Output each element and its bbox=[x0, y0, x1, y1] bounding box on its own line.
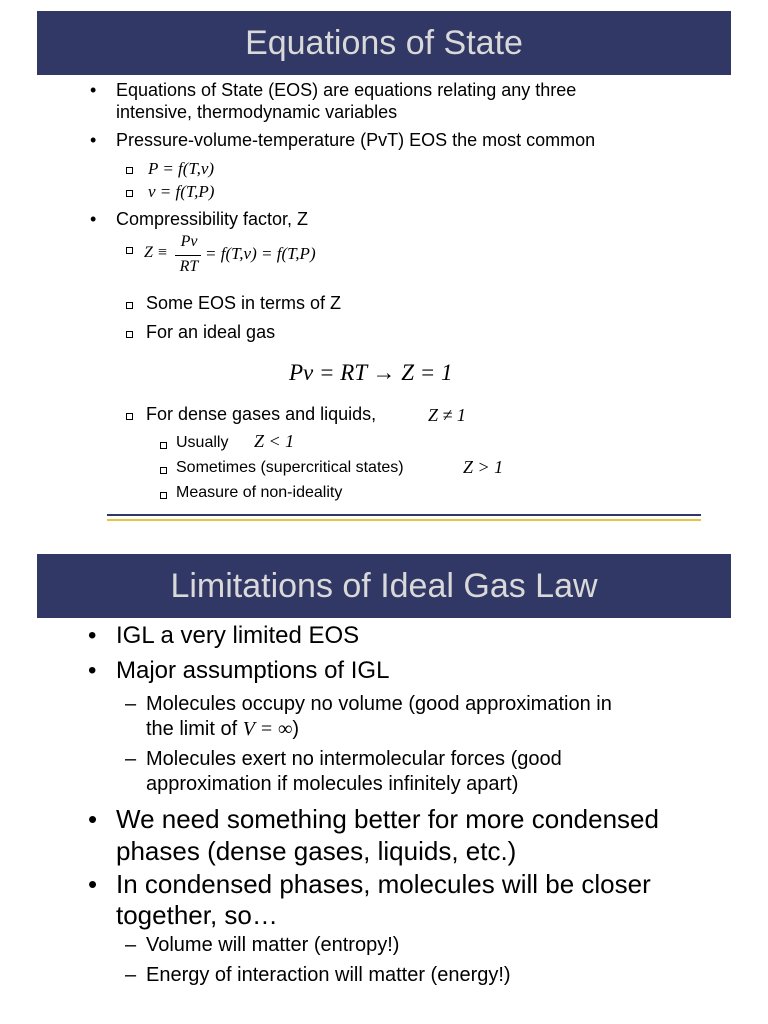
bullet-icon: • bbox=[88, 622, 97, 649]
square-bullet-icon bbox=[126, 413, 133, 420]
dash-icon: – bbox=[125, 934, 137, 956]
slide2-bullet4-line2: together, so… bbox=[116, 900, 278, 930]
square-bullet-icon bbox=[126, 302, 133, 309]
square-bullet-icon bbox=[126, 167, 133, 174]
divider-dark bbox=[107, 514, 701, 516]
slide2-dash1-post: ) bbox=[292, 718, 299, 740]
equation-v: v = f(T,P) bbox=[148, 182, 215, 201]
slide1-bullet1-line1: Equations of State (EOS) are equations relating any three bbox=[116, 80, 577, 100]
bullet-icon: • bbox=[88, 804, 98, 834]
slide1-sub1: Some EOS in terms of Z bbox=[146, 293, 342, 313]
z-less-one-equation: Z < 1 bbox=[254, 431, 295, 451]
slide2-title: Limitations of Ideal Gas Law bbox=[37, 554, 731, 618]
equation-z-numerator: Pv bbox=[180, 233, 198, 250]
bullet-icon: • bbox=[90, 130, 97, 150]
bullet-icon: • bbox=[90, 80, 97, 100]
bullet-icon: • bbox=[88, 657, 97, 684]
slide2-dash2-line1: Molecules exert no intermolecular forces (good bbox=[146, 748, 562, 770]
z-greater-one-equation: Z > 1 bbox=[463, 457, 504, 477]
square-bullet-icon bbox=[160, 467, 167, 474]
bullet-icon: • bbox=[88, 869, 98, 899]
slide1-bullet1-line2: intensive, thermodynamic variables bbox=[116, 102, 398, 122]
dash-icon: – bbox=[125, 964, 137, 986]
square-bullet-icon bbox=[126, 331, 133, 338]
square-bullet-icon bbox=[160, 492, 167, 499]
slide2-bullet1: IGL a very limited EOS bbox=[116, 622, 360, 649]
equation-z-denominator: RT bbox=[179, 258, 199, 275]
equation-z-rhs: = f(T,v) = f(T,P) bbox=[205, 244, 316, 263]
slide2-dash2-line2: approximation if molecules infinitely apart) bbox=[146, 773, 519, 795]
slide1-subsub1: Usually bbox=[176, 434, 229, 451]
slide2-bullet3-line2: phases (dense gases, liquids, etc.) bbox=[116, 836, 517, 866]
slide1-bullet2: Pressure-volume-temperature (PvT) EOS the most common bbox=[116, 130, 596, 150]
bullet-icon: • bbox=[90, 209, 97, 229]
dash-icon: – bbox=[125, 748, 137, 770]
fraction-bar bbox=[175, 255, 201, 256]
v-infinity-equation: V = ∞ bbox=[242, 718, 293, 740]
slide1-sub2: For an ideal gas bbox=[146, 322, 276, 342]
slide2-dash4: Energy of interaction will matter (energy!) bbox=[146, 964, 511, 986]
square-bullet-icon bbox=[160, 442, 167, 449]
equation-z-lhs: Z ≡ bbox=[144, 244, 168, 261]
slide2-dash3: Volume will matter (entropy!) bbox=[146, 934, 400, 956]
slide1-sub3: For dense gases and liquids, bbox=[146, 404, 377, 424]
slide2-bullet2: Major assumptions of IGL bbox=[116, 657, 390, 684]
slide1-subsub2: Sometimes (supercritical states) bbox=[176, 459, 404, 476]
dash-icon: – bbox=[125, 693, 137, 715]
z-not-one-equation: Z ≠ 1 bbox=[428, 405, 466, 425]
square-bullet-icon bbox=[126, 190, 133, 197]
ideal-gas-equation: Pv = RT → Z = 1 bbox=[289, 360, 453, 385]
square-bullet-icon bbox=[126, 247, 133, 254]
slide2-bullet3-line1: We need something better for more condensed bbox=[116, 804, 659, 834]
slide2-dash1-pre: the limit of bbox=[146, 718, 238, 740]
slide2-dash1-line1: Molecules occupy no volume (good approximation in bbox=[146, 693, 612, 715]
slide1-bullet3: Compressibility factor, Z bbox=[116, 209, 309, 229]
divider-gold bbox=[107, 519, 701, 521]
slide2-bullet4-line1: In condensed phases, molecules will be closer bbox=[116, 869, 651, 899]
slide2-dash1-line2 bbox=[146, 718, 299, 741]
equation-p: P = f(T,v) bbox=[148, 159, 215, 178]
slide1-subsub3: Measure of non-ideality bbox=[176, 484, 343, 501]
slide1-title: Equations of State bbox=[37, 11, 731, 75]
